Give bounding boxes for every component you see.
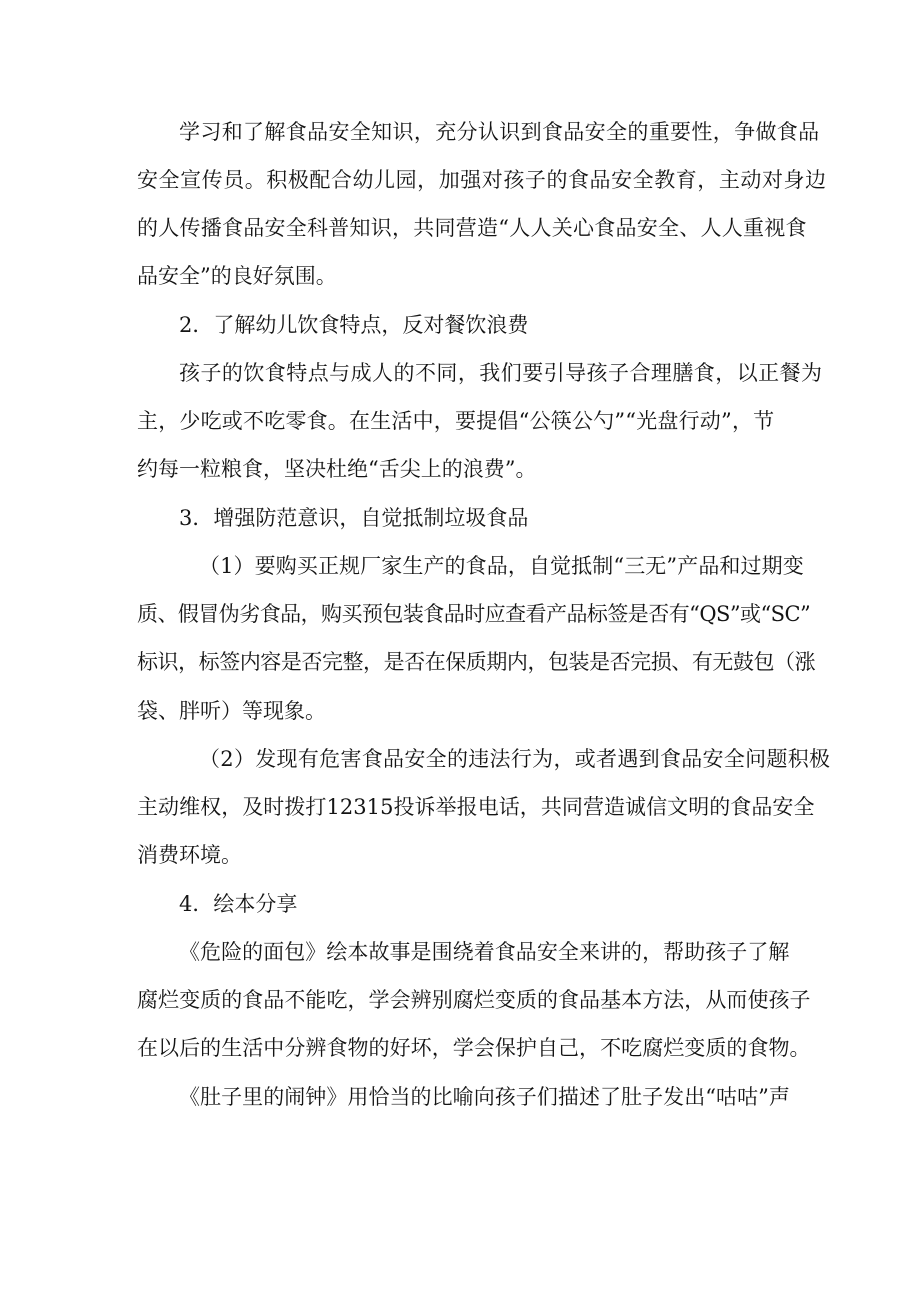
list-item-line: 质、假冒伪劣食品，购买预包装食品时应查看产品标签是否有“QS”或“SC” — [137, 602, 811, 626]
list-item-line: （1）要购买正规厂家生产的食品，自觉抵制“三无”产品和过期变 — [199, 554, 804, 578]
list-item-line: 袋、胖听）等现象。 — [137, 699, 326, 723]
paragraph-line: 孩子的饮食特点与成人的不同，我们要引导孩子合理膳食，以正餐为 — [179, 361, 823, 385]
list-item-line: 标识，标签内容是否完整，是否在保质期内，包装是否完损、有无鼓包（涨 — [137, 650, 816, 674]
paragraph-line: 安全宣传员。积极配合幼儿园，加强对孩子的食品安全教育，主动对身边 — [137, 168, 827, 192]
paragraph-line: 学习和了解食品安全知识，充分认识到食品安全的重要性，争做食品 — [179, 120, 820, 144]
section-heading: 3．增强防范意识，自觉抵制垃圾食品 — [179, 506, 529, 530]
paragraph-line: 腐烂变质的食品不能吃，学会辨别腐烂变质的食品基本方法，从而使孩子 — [137, 988, 811, 1012]
paragraph-line: 《肚子里的闹钟》用恰当的比喻向孩子们描述了肚子发出“咕咕”声 — [179, 1085, 790, 1109]
list-item-line: （2）发现有危害食品安全的违法行为，或者遇到食品安全问题积极 — [199, 747, 831, 771]
paragraph-line: 品安全”的良好氛围。 — [137, 264, 337, 288]
section-heading: 2．了解幼儿饮食特点，反对餐饮浪费 — [179, 313, 529, 337]
section-heading: 4．绘本分享 — [179, 892, 298, 916]
paragraph-line: 约每一粒粮食，坚决杜绝“舌尖上的浪费”。 — [137, 457, 537, 481]
paragraph-line: 的人传播食品安全科普知识，共同营造“人人关心食品安全、人人重视食 — [137, 216, 807, 240]
paragraph-line: 主，少吃或不吃零食。在生活中，要提倡“公筷公勺”“光盘行动”，节 — [137, 409, 775, 433]
paragraph-line: 《危险的面包》绘本故事是围绕着食品安全来讲的，帮助孩子了解 — [179, 940, 790, 964]
paragraph-line: 在以后的生活中分辨食物的好坏，学会保护自己，不吃腐烂变质的食物。 — [137, 1036, 811, 1060]
list-item-line: 消费环境。 — [137, 843, 242, 867]
list-item-line: 主动维权，及时拨打12315投诉举报电话，共同营造诚信文明的食品安全 — [137, 795, 815, 819]
